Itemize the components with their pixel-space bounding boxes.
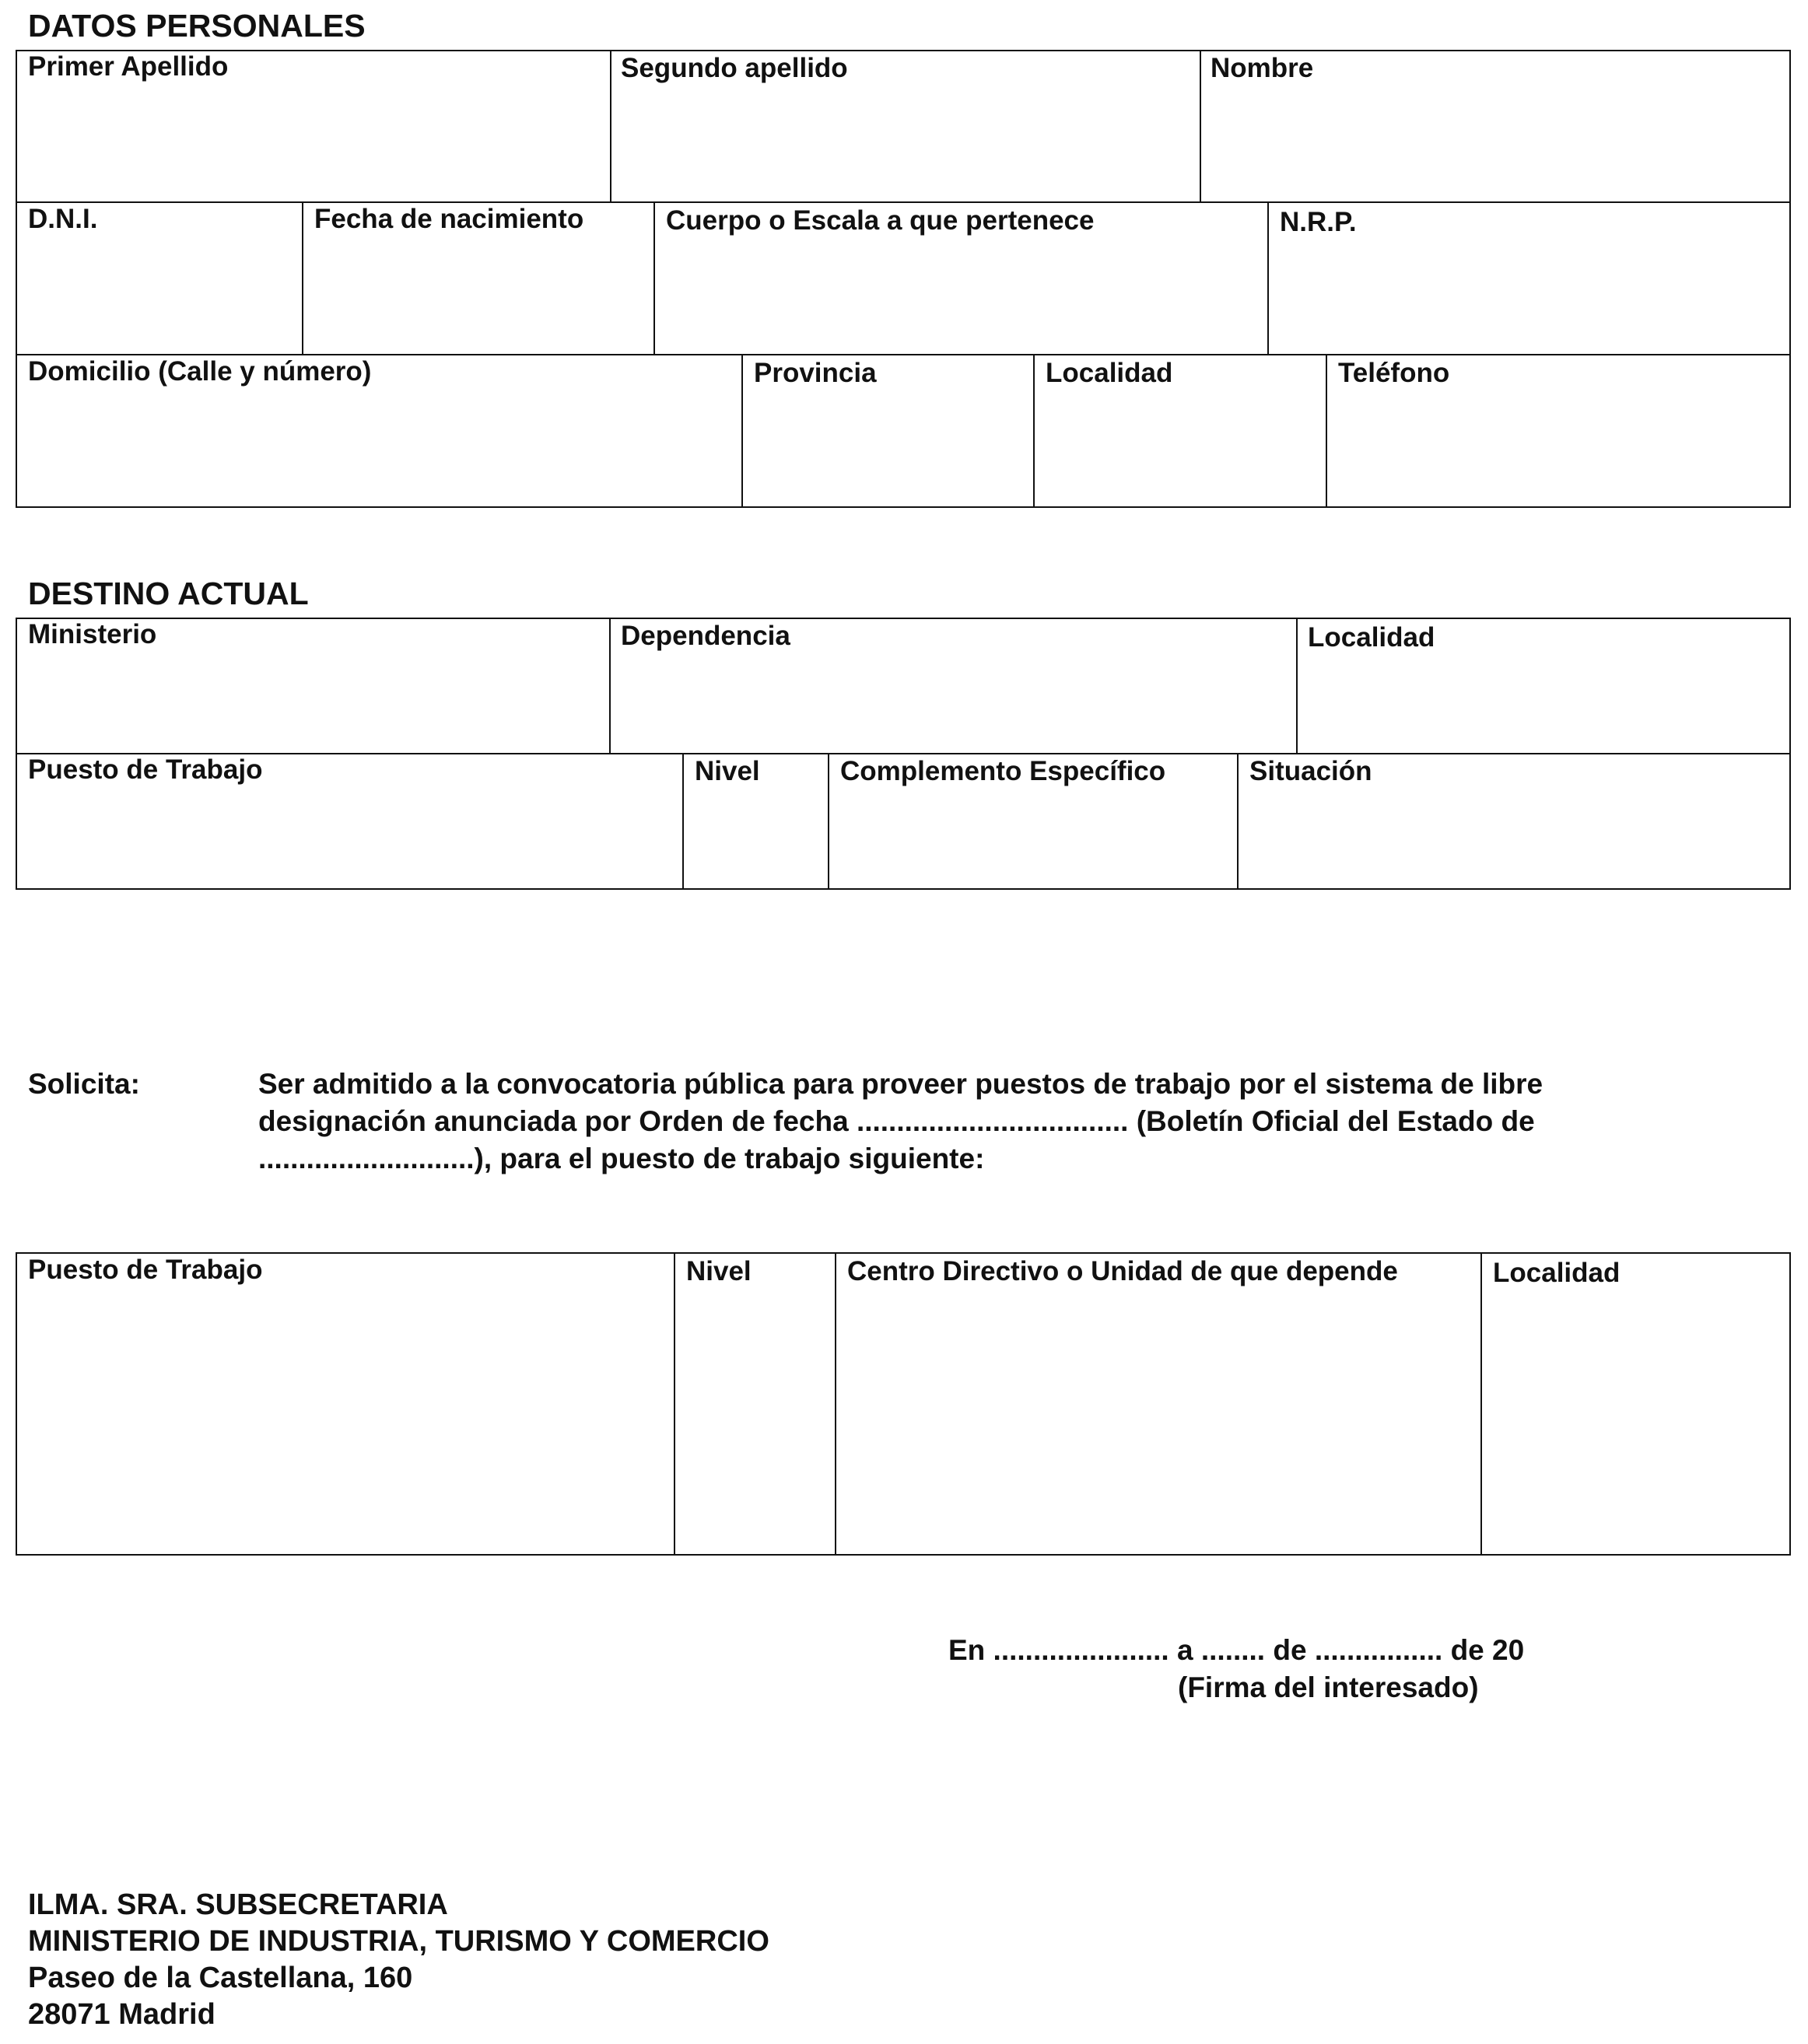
- column-divider: [302, 201, 303, 355]
- section-heading-datos-personales: DATOS PERSONALES: [28, 8, 366, 44]
- solicita-label: Solicita:: [28, 1068, 140, 1100]
- column-divider: [682, 753, 684, 890]
- field-dni[interactable]: D.N.I.: [28, 204, 98, 234]
- puesto-solicitado-table: [16, 1252, 1791, 1556]
- field-nivel-solicitado[interactable]: Nivel: [686, 1256, 752, 1286]
- field-ministerio[interactable]: Ministerio: [28, 619, 157, 649]
- column-divider: [609, 618, 611, 754]
- column-divider: [741, 354, 743, 508]
- field-segundo-apellido[interactable]: Segundo apellido: [621, 53, 848, 83]
- row-divider: [16, 354, 1791, 355]
- solicita-line-2: designación anunciada por Orden de fecha .................................. (Boletín Oficial del Estado de: [258, 1105, 1535, 1137]
- field-cuerpo-escala[interactable]: Cuerpo o Escala a que pertenece: [666, 205, 1095, 236]
- field-localidad[interactable]: Localidad: [1046, 358, 1173, 388]
- row-divider: [16, 201, 1791, 203]
- field-fecha-nacimiento[interactable]: Fecha de nacimiento: [314, 204, 584, 234]
- field-localidad-destino[interactable]: Localidad: [1308, 622, 1435, 653]
- field-primer-apellido[interactable]: Primer Apellido: [28, 51, 229, 82]
- section-heading-destino-actual: DESTINO ACTUAL: [28, 576, 309, 611]
- field-puesto-trabajo-actual[interactable]: Puesto de Trabajo: [28, 754, 263, 785]
- signature-caption: (Firma del interesado): [1178, 1671, 1479, 1703]
- field-nombre[interactable]: Nombre: [1211, 53, 1314, 83]
- field-puesto-trabajo-solicitado[interactable]: Puesto de Trabajo: [28, 1255, 263, 1285]
- addressee-line-3: Paseo de la Castellana, 160: [28, 1962, 413, 1994]
- field-situacion[interactable]: Situación: [1249, 756, 1372, 786]
- field-telefono[interactable]: Teléfono: [1338, 358, 1450, 388]
- addressee-line-2: MINISTERIO DE INDUSTRIA, TURISMO Y COMERCIO: [28, 1925, 769, 1958]
- solicita-line-1: Ser admitido a la convocatoria pública para proveer puestos de trabajo por el sistema de libre: [258, 1068, 1543, 1100]
- column-divider: [653, 201, 655, 355]
- column-divider: [1237, 753, 1239, 890]
- datos-personales-table: [16, 50, 1791, 508]
- column-divider: [1296, 618, 1298, 754]
- column-divider: [828, 753, 829, 890]
- addressee-line-1: ILMA. SRA. SUBSECRETARIA: [28, 1888, 448, 1921]
- column-divider: [1326, 354, 1327, 508]
- column-divider: [610, 50, 611, 202]
- field-domicilio[interactable]: Domicilio (Calle y número): [28, 356, 372, 387]
- field-centro-directivo[interactable]: Centro Directivo o Unidad de que depende: [847, 1256, 1398, 1286]
- column-divider: [1033, 354, 1035, 508]
- addressee-line-4: 28071 Madrid: [28, 1998, 215, 2031]
- field-complemento-especifico[interactable]: Complemento Específico: [840, 756, 1166, 786]
- place-date-line: En ...................... a ........ de ................ de 20: [948, 1634, 1525, 1666]
- row-divider: [16, 753, 1791, 754]
- field-nrp[interactable]: N.R.P.: [1280, 207, 1357, 237]
- field-dependencia[interactable]: Dependencia: [621, 621, 790, 651]
- column-divider: [1267, 201, 1269, 355]
- column-divider: [1200, 50, 1201, 202]
- column-divider: [835, 1252, 836, 1556]
- field-nivel-actual[interactable]: Nivel: [695, 756, 760, 786]
- field-localidad-solicitado[interactable]: Localidad: [1493, 1258, 1621, 1288]
- field-provincia[interactable]: Provincia: [754, 358, 877, 388]
- solicita-line-3: ...........................), para el puesto de trabajo siguiente:: [258, 1143, 985, 1174]
- column-divider: [674, 1252, 675, 1556]
- column-divider: [1480, 1252, 1482, 1556]
